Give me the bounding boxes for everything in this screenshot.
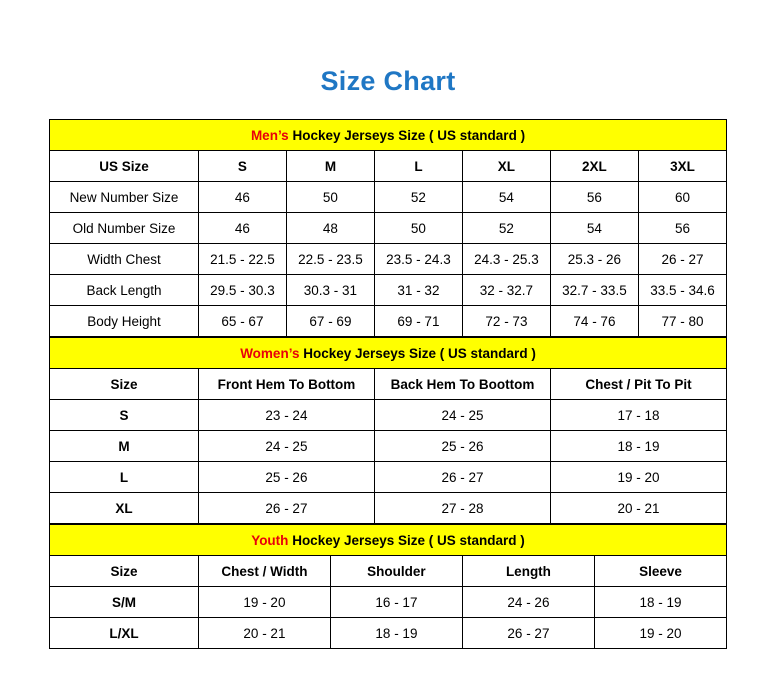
youth-size-table [49, 524, 727, 649]
womens-header-accent: Women’s [240, 345, 300, 361]
youth-row-0-c4: 18 - 19 [594, 587, 726, 618]
mens-row-3-c1: 29.5 - 30.3 [198, 275, 286, 306]
womens-row-2-c2: 26 - 27 [374, 462, 550, 493]
mens-row-0-c6: 60 [638, 182, 726, 213]
mens-row-3-label: Back Length [50, 275, 199, 306]
youth-row-1-label: L/XL [50, 618, 199, 649]
mens-row-0-label: New Number Size [50, 182, 199, 213]
womens-row-3-c1: 26 - 27 [198, 493, 374, 524]
mens-row-3-c5: 32.7 - 33.5 [550, 275, 638, 306]
womens-row-0-label: S [50, 400, 199, 431]
womens-column-headers [50, 369, 727, 400]
womens-size-table [49, 337, 727, 524]
mens-row-3-c4: 32 - 32.7 [462, 275, 550, 306]
mens-row-2-label: Width Chest [50, 244, 199, 275]
mens-row-4-label: Body Height [50, 306, 199, 337]
mens-col-4: XL [462, 151, 550, 182]
womens-col-2: Back Hem To Boottom [374, 369, 550, 400]
womens-row-3-c3: 20 - 21 [550, 493, 726, 524]
womens-row-2-label: L [50, 462, 199, 493]
mens-col-6: 3XL [638, 151, 726, 182]
table-row [50, 182, 727, 213]
youth-col-3: Length [462, 556, 594, 587]
mens-row-3-c3: 31 - 32 [374, 275, 462, 306]
table-row [50, 244, 727, 275]
size-chart-container [49, 119, 727, 649]
mens-row-0-c4: 54 [462, 182, 550, 213]
youth-col-4: Sleeve [594, 556, 726, 587]
youth-header-rest: Hockey Jerseys Size ( US standard ) [288, 532, 525, 548]
table-row [50, 587, 727, 618]
table-row [50, 431, 727, 462]
mens-row-2-c2: 22.5 - 23.5 [286, 244, 374, 275]
mens-section-header [50, 120, 727, 151]
mens-row-2-c1: 21.5 - 22.5 [198, 244, 286, 275]
mens-row-1-c6: 56 [638, 213, 726, 244]
youth-col-1: Chest / Width [198, 556, 330, 587]
womens-row-2-c1: 25 - 26 [198, 462, 374, 493]
mens-header-rest: Hockey Jerseys Size ( US standard ) [288, 127, 526, 143]
youth-section-header-cell [50, 525, 727, 556]
youth-row-0-c1: 19 - 20 [198, 587, 330, 618]
womens-row-1-label: M [50, 431, 199, 462]
mens-row-2-c4: 24.3 - 25.3 [462, 244, 550, 275]
mens-row-4-c1: 65 - 67 [198, 306, 286, 337]
mens-header-accent: Men’s [250, 127, 289, 143]
mens-row-0-c3: 52 [374, 182, 462, 213]
mens-row-1-c2: 48 [286, 213, 374, 244]
womens-row-1-c1: 24 - 25 [198, 431, 374, 462]
mens-row-0-c1: 46 [198, 182, 286, 213]
mens-row-4-c2: 67 - 69 [286, 306, 374, 337]
womens-row-0-c2: 24 - 25 [374, 400, 550, 431]
mens-row-1-c3: 50 [374, 213, 462, 244]
womens-row-1-c3: 18 - 19 [550, 431, 726, 462]
mens-column-headers [50, 151, 727, 182]
mens-row-0-c2: 50 [286, 182, 374, 213]
womens-header-rest: Hockey Jerseys Size ( US standard ) [299, 345, 536, 361]
youth-row-1-c2: 18 - 19 [330, 618, 462, 649]
womens-col-3: Chest / Pit To Pit [550, 369, 726, 400]
youth-row-1-c3: 26 - 27 [462, 618, 594, 649]
youth-header-accent: Youth [251, 532, 289, 548]
mens-row-3-c2: 30.3 - 31 [286, 275, 374, 306]
mens-col-0: US Size [50, 151, 199, 182]
youth-row-0-label: S/M [50, 587, 199, 618]
mens-row-4-c3: 69 - 71 [374, 306, 462, 337]
youth-row-1-c4: 19 - 20 [594, 618, 726, 649]
womens-row-2-c3: 19 - 20 [550, 462, 726, 493]
womens-row-0-c1: 23 - 24 [198, 400, 374, 431]
mens-col-2: M [286, 151, 374, 182]
youth-col-2: Shoulder [330, 556, 462, 587]
table-row [50, 213, 727, 244]
mens-row-1-c5: 54 [550, 213, 638, 244]
table-row [50, 493, 727, 524]
womens-row-3-c2: 27 - 28 [374, 493, 550, 524]
womens-row-1-c2: 25 - 26 [374, 431, 550, 462]
mens-row-2-c5: 25.3 - 26 [550, 244, 638, 275]
mens-row-2-c3: 23.5 - 24.3 [374, 244, 462, 275]
youth-row-0-c3: 24 - 26 [462, 587, 594, 618]
table-row [50, 275, 727, 306]
womens-row-3-label: XL [50, 493, 199, 524]
womens-section-header-cell [50, 338, 727, 369]
table-row [50, 618, 727, 649]
mens-col-1: S [198, 151, 286, 182]
mens-section-header-cell [50, 120, 727, 151]
mens-row-1-c1: 46 [198, 213, 286, 244]
mens-row-2-c6: 26 - 27 [638, 244, 726, 275]
womens-section-header [50, 338, 727, 369]
table-row [50, 306, 727, 337]
youth-col-0: Size [50, 556, 199, 587]
mens-size-table [49, 119, 727, 337]
mens-col-5: 2XL [550, 151, 638, 182]
mens-row-4-c4: 72 - 73 [462, 306, 550, 337]
mens-row-3-c6: 33.5 - 34.6 [638, 275, 726, 306]
youth-row-1-c1: 20 - 21 [198, 618, 330, 649]
table-row [50, 400, 727, 431]
youth-column-headers [50, 556, 727, 587]
mens-row-1-c4: 52 [462, 213, 550, 244]
mens-col-3: L [374, 151, 462, 182]
mens-row-0-c5: 56 [550, 182, 638, 213]
womens-col-0: Size [50, 369, 199, 400]
mens-row-1-label: Old Number Size [50, 213, 199, 244]
page-title: Size Chart [320, 66, 456, 96]
youth-row-0-c2: 16 - 17 [330, 587, 462, 618]
youth-section-header [50, 525, 727, 556]
womens-col-1: Front Hem To Bottom [198, 369, 374, 400]
mens-row-4-c5: 74 - 76 [550, 306, 638, 337]
womens-row-0-c3: 17 - 18 [550, 400, 726, 431]
table-row [50, 462, 727, 493]
mens-row-4-c6: 77 - 80 [638, 306, 726, 337]
